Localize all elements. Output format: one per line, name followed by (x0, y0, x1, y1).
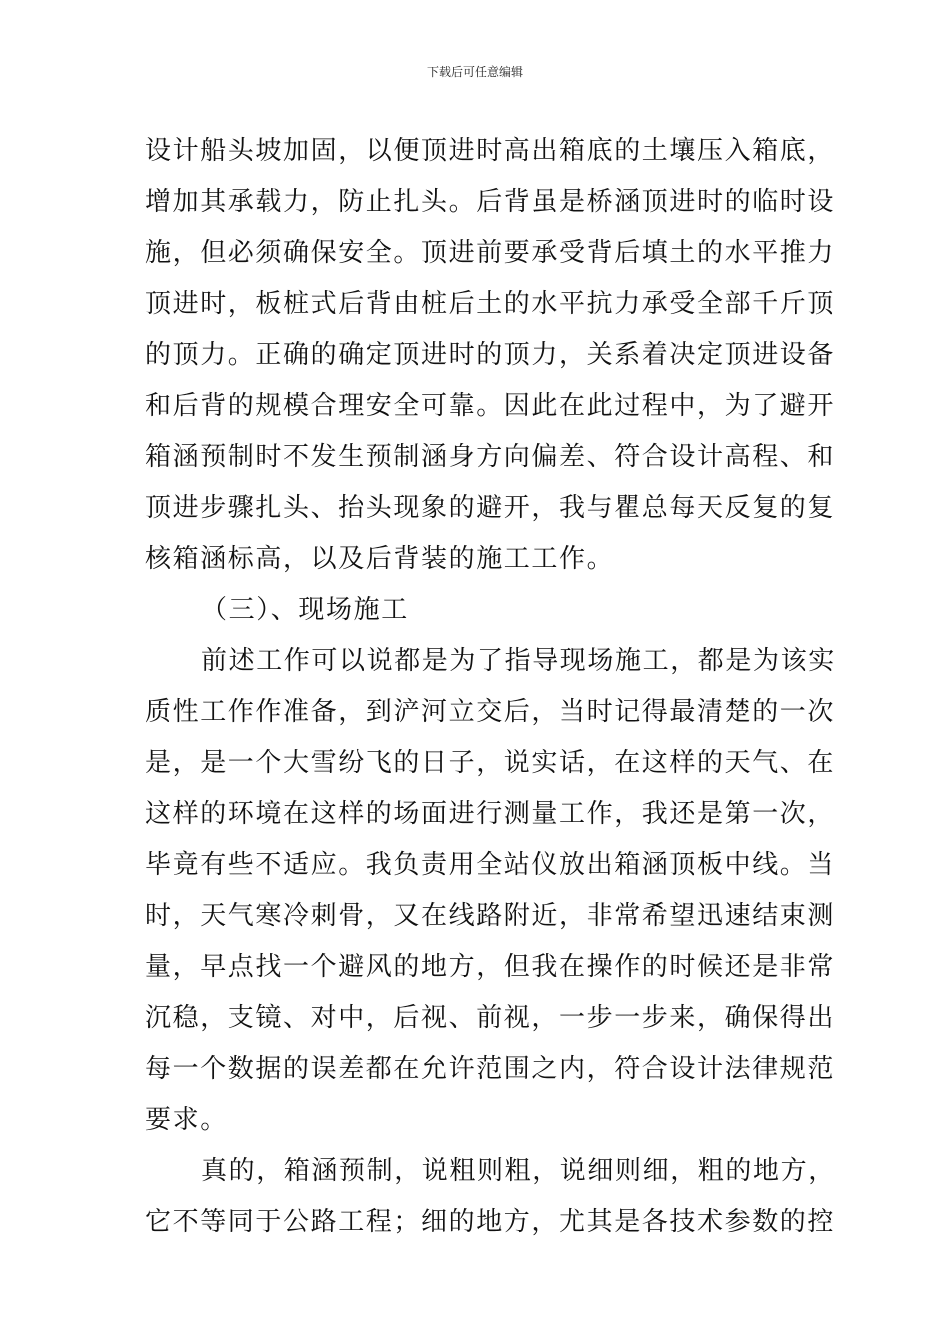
text-line: 施，但必须确保安全。顶进前要承受背后填土的水平推力 (145, 238, 836, 268)
text-line: 增加其承载力，防止扎头。后背虽是桥涵顶进时的临时设 (145, 187, 836, 217)
text-line: 沉稳，支镜、对中，后视、前视，一步一步来，确保得出 (145, 1003, 836, 1033)
text-line: 的顶力。正确的确定顶进时的顶力，关系着决定顶进设备 (145, 340, 836, 370)
text-line: 顶进时，板桩式后背由桩后土的水平抗力承受全部千斤顶 (145, 289, 836, 319)
text-line: 箱涵预制时不发生预制涵身方向偏差、符合设计高程、和 (145, 442, 836, 472)
document-body (145, 126, 836, 1248)
text-line: 这样的环境在这样的场面进行测量工作，我还是第一次， (145, 799, 836, 829)
paragraph-first-line: 前述工作可以说都是为了指导现场施工，都是为该实 (201, 646, 836, 676)
text-line: 要求。 (145, 1105, 228, 1135)
text-line: 量，早点找一个避风的地方，但我在操作的时候还是非常 (145, 952, 836, 982)
paragraph-first-line: 真的，箱涵预制，说粗则粗，说细则细，粗的地方， (201, 1156, 836, 1186)
text-line: 每一个数据的误差都在允许范围之内，符合设计法律规范 (145, 1054, 836, 1084)
text-line: 时，天气寒冷刺骨，又在线路附近，非常希望迅速结束测 (145, 901, 836, 931)
text-line: 和后背的规模合理安全可靠。因此在此过程中，为了避开 (145, 391, 836, 421)
page-header: 下载后可任意编辑 (426, 65, 523, 79)
text-line: 设计船头坡加固，以便顶进时高出箱底的土壤压入箱底， (145, 136, 836, 166)
text-line: 顶进步骤扎头、抬头现象的避开，我与瞿总每天反复的复 (145, 493, 836, 523)
text-line: 核箱涵标高，以及后背装的施工工作。 (145, 544, 615, 574)
section-heading: （三）、现场施工 (201, 595, 409, 625)
text-line: 是，是一个大雪纷飞的日子，说实话，在这样的天气、在 (145, 748, 836, 778)
text-line: 它不等同于公路工程；细的地方，尤其是各技术参数的控 (145, 1207, 836, 1237)
text-line: 毕竟有些不适应。我负责用全站仪放出箱涵顶板中线。当 (145, 850, 836, 880)
text-line: 质性工作作准备，到浐河立交后，当时记得最清楚的一次 (145, 697, 836, 727)
